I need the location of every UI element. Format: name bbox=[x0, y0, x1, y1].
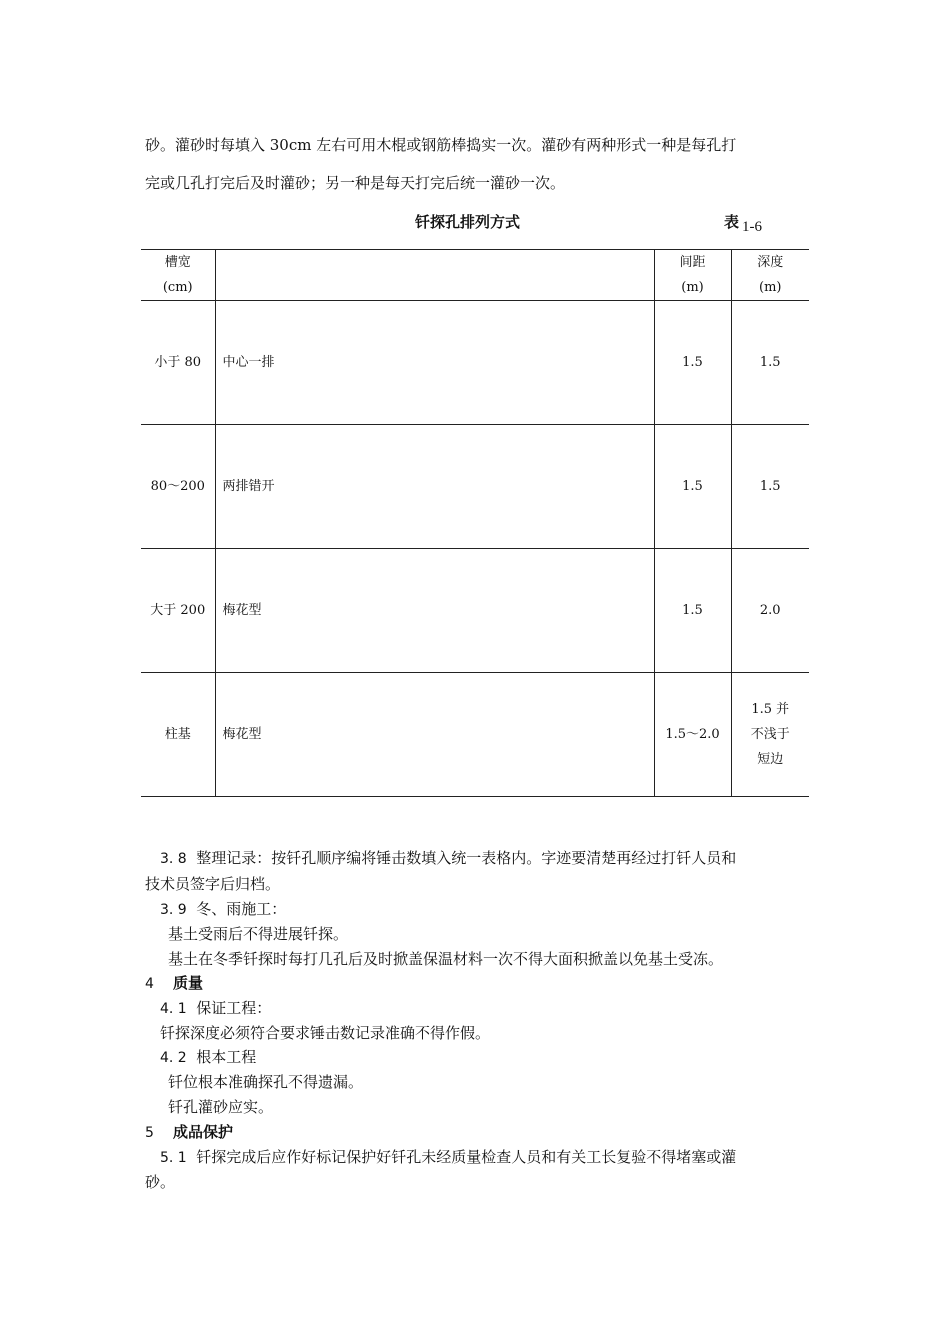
section-4-1-number: 4. 1 bbox=[160, 1001, 187, 1017]
section-4-2-para-1: 钎位根本准确探孔不得遗漏。 bbox=[168, 1073, 364, 1091]
section-3-8-continued: 技术员签字后归档。 bbox=[145, 875, 281, 893]
table-header-row bbox=[141, 250, 809, 301]
cell-width: 小于 80 bbox=[141, 301, 215, 425]
table-row bbox=[141, 549, 809, 673]
cell-layout: 中心一排 bbox=[215, 301, 654, 425]
section-4-2-number: 4. 2 bbox=[160, 1050, 187, 1066]
section-4-2-text: 根本工程 bbox=[196, 1048, 257, 1066]
cell-layout: 梅花型 bbox=[215, 549, 654, 673]
cell-depth-line: 1.5 并 bbox=[751, 702, 790, 717]
header-depth bbox=[731, 250, 809, 301]
header-depth-label: 深度 bbox=[757, 255, 784, 270]
cell-depth: 2.0 bbox=[731, 549, 809, 673]
cell-depth: 1.5 bbox=[731, 425, 809, 549]
section-3-9-para-2: 基土在冬季钎探时每打几孔后及时掀盖保温材料一次不得大面积掀盖以免基土受冻。 bbox=[168, 950, 724, 968]
section-4-title: 质量 bbox=[173, 974, 204, 992]
section-3-8-text: 整理记录：按钎孔顺序编将锤击数填入统一表格内。字迹要清楚再经过打钎人员和 bbox=[196, 849, 737, 867]
header-spacing-unit: (m) bbox=[681, 280, 704, 295]
section-4-1 bbox=[160, 998, 271, 1019]
table-row bbox=[141, 673, 809, 797]
cell-spacing: 1.5 bbox=[654, 301, 731, 425]
table-label: 表 bbox=[724, 213, 740, 231]
cell-spacing: 1.5 bbox=[654, 425, 731, 549]
table-title: 钎探孔排列方式 bbox=[415, 213, 521, 231]
cell-layout: 两排错开 bbox=[215, 425, 654, 549]
header-spacing bbox=[654, 250, 731, 301]
cell-width: 80～200 bbox=[141, 425, 215, 549]
intro-line-1: 砂。灌砂时每填入 30cm 左右可用木棍或钢筋棒捣实一次。灌砂有两种形式一种是每孔打 bbox=[145, 136, 737, 154]
section-5-1-continued: 砂。 bbox=[145, 1173, 176, 1191]
cell-depth: 1.5 bbox=[731, 301, 809, 425]
section-5-number: 5 bbox=[145, 1125, 154, 1141]
section-5-1-text: 钎探完成后应作好标记保护好钎孔未经质量检查人员和有关工长复验不得堵塞或灌 bbox=[196, 1148, 737, 1166]
section-3-9-number: 3. 9 bbox=[160, 902, 187, 918]
header-spacing-label: 间距 bbox=[679, 255, 706, 270]
section-4-number: 4 bbox=[145, 976, 154, 992]
cell-spacing: 1.5～2.0 bbox=[654, 673, 731, 797]
cell-depth bbox=[731, 673, 809, 797]
section-3-8-number: 3. 8 bbox=[160, 851, 187, 867]
header-depth-unit: (m) bbox=[759, 280, 782, 295]
section-5-heading bbox=[145, 1122, 233, 1143]
cell-width: 柱基 bbox=[141, 673, 215, 797]
cell-layout: 梅花型 bbox=[215, 673, 654, 797]
section-5-1-number: 5. 1 bbox=[160, 1150, 187, 1166]
section-4-heading bbox=[145, 973, 203, 994]
section-3-9 bbox=[160, 899, 286, 920]
section-3-9-para-1: 基土受雨后不得进展钎探。 bbox=[168, 925, 349, 943]
cell-depth-line: 不浅于 bbox=[750, 727, 790, 742]
cell-spacing: 1.5 bbox=[654, 549, 731, 673]
table-row bbox=[141, 301, 809, 425]
section-4-2 bbox=[160, 1047, 256, 1068]
table-row bbox=[141, 425, 809, 549]
section-4-1-para: 钎探深度必须符合要求锤击数记录准确不得作假。 bbox=[160, 1024, 491, 1042]
cell-depth-line: 短边 bbox=[757, 752, 784, 767]
header-width bbox=[141, 250, 215, 301]
section-5-1 bbox=[160, 1147, 736, 1168]
cell-width: 大于 200 bbox=[141, 549, 215, 673]
header-width-unit: (cm) bbox=[162, 280, 193, 295]
intro-line-2: 完或几孔打完后及时灌砂；另一种是每天打完后统一灌砂一次。 bbox=[145, 174, 566, 192]
drill-hole-table bbox=[141, 249, 809, 797]
section-4-2-para-2: 钎孔灌砂应实。 bbox=[168, 1098, 274, 1116]
header-width-label: 槽宽 bbox=[164, 255, 191, 270]
section-5-title: 成品保护 bbox=[173, 1123, 234, 1141]
section-3-8 bbox=[160, 848, 736, 869]
section-4-1-text: 保证工程： bbox=[196, 999, 272, 1017]
section-3-9-text: 冬、雨施工： bbox=[196, 900, 287, 918]
header-layout bbox=[215, 250, 654, 301]
table-number: 1-6 bbox=[742, 219, 762, 235]
